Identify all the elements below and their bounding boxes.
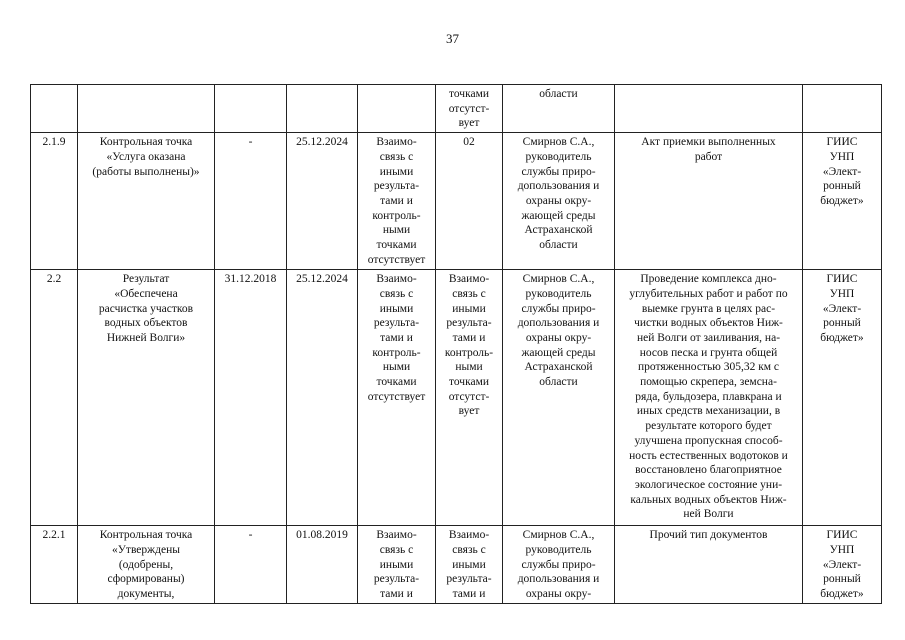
table-row	[31, 133, 882, 270]
successor-cell: Взаимо- связь с иными результа- тами и	[436, 526, 503, 604]
end-date-cell: 25.12.2024	[287, 133, 358, 270]
responsible-cell: Смирнов С.А., руководитель службы приро- допользования и охраны окру-	[503, 526, 615, 604]
start-date-cell	[215, 85, 287, 133]
row-name-cell: Результат «Обеспечена расчистка участков водных объектов Нижней Волги»	[78, 270, 215, 526]
responsible-cell: Смирнов С.А., руководитель службы приро- допользования и охраны окру- жающей среды Астраханской области	[503, 270, 615, 526]
predecessor-cell	[358, 85, 436, 133]
system-cell	[803, 85, 882, 133]
document-cell: Проведение комплекса дно- углубительных работ и работ по выемке грунта в целях рас- чистки водных объектов Ниж- ней Волги от заиливания, на- носов песка и грунта общей протяженностью 305,32 км с помощью скрепера, земсна- ряда, бульдозера, плавкрана и иных средств механизации, в результате которого будет улучшена пропускная способ- ность естественных водотоков и восстановлено благоприятное экологическое состояние уни- кальных водных объектов Ниж- ней Волги	[615, 270, 803, 526]
table-row	[31, 270, 882, 526]
row-number-cell	[31, 85, 78, 133]
table-row	[31, 85, 882, 133]
row-name-cell: Контрольная точка «Услуга оказана (работы выполнены)»	[78, 133, 215, 270]
predecessor-cell: Взаимо- связь с иными результа- тами и	[358, 526, 436, 604]
row-name-cell	[78, 85, 215, 133]
system-cell: ГИИС УНП «Элект- ронный бюджет»	[803, 133, 882, 270]
predecessor-cell: Взаимо- связь с иными результа- тами и контроль- ными точками отсутствует	[358, 270, 436, 526]
row-number-cell: 2.2.1	[31, 526, 78, 604]
row-number-cell: 2.2	[31, 270, 78, 526]
plan-table	[30, 84, 882, 604]
end-date-cell	[287, 85, 358, 133]
row-name-cell: Контрольная точка «Утверждены (одобрены, сформированы) документы,	[78, 526, 215, 604]
successor-cell: 02	[436, 133, 503, 270]
end-date-cell: 25.12.2024	[287, 270, 358, 526]
row-number-cell: 2.1.9	[31, 133, 78, 270]
system-cell: ГИИС УНП «Элект- ронный бюджет»	[803, 270, 882, 526]
successor-cell: точками отсутст- вует	[436, 85, 503, 133]
document-cell	[615, 85, 803, 133]
system-cell: ГИИС УНП «Элект- ронный бюджет»	[803, 526, 882, 604]
start-date-cell: 31.12.2018	[215, 270, 287, 526]
responsible-cell: Смирнов С.А., руководитель службы приро- допользования и охраны окру- жающей среды Астраханской области	[503, 133, 615, 270]
responsible-cell: области	[503, 85, 615, 133]
page-number: 37	[446, 31, 459, 46]
predecessor-cell: Взаимо- связь с иными результа- тами и контроль- ными точками отсутствует	[358, 133, 436, 270]
document-cell: Акт приемки выполненных работ	[615, 133, 803, 270]
end-date-cell: 01.08.2019	[287, 526, 358, 604]
start-date-cell: -	[215, 133, 287, 270]
document-cell: Прочий тип документов	[615, 526, 803, 604]
successor-cell: Взаимо- связь с иными результа- тами и контроль- ными точками отсутст- вует	[436, 270, 503, 526]
table-row	[31, 526, 882, 604]
start-date-cell: -	[215, 526, 287, 604]
